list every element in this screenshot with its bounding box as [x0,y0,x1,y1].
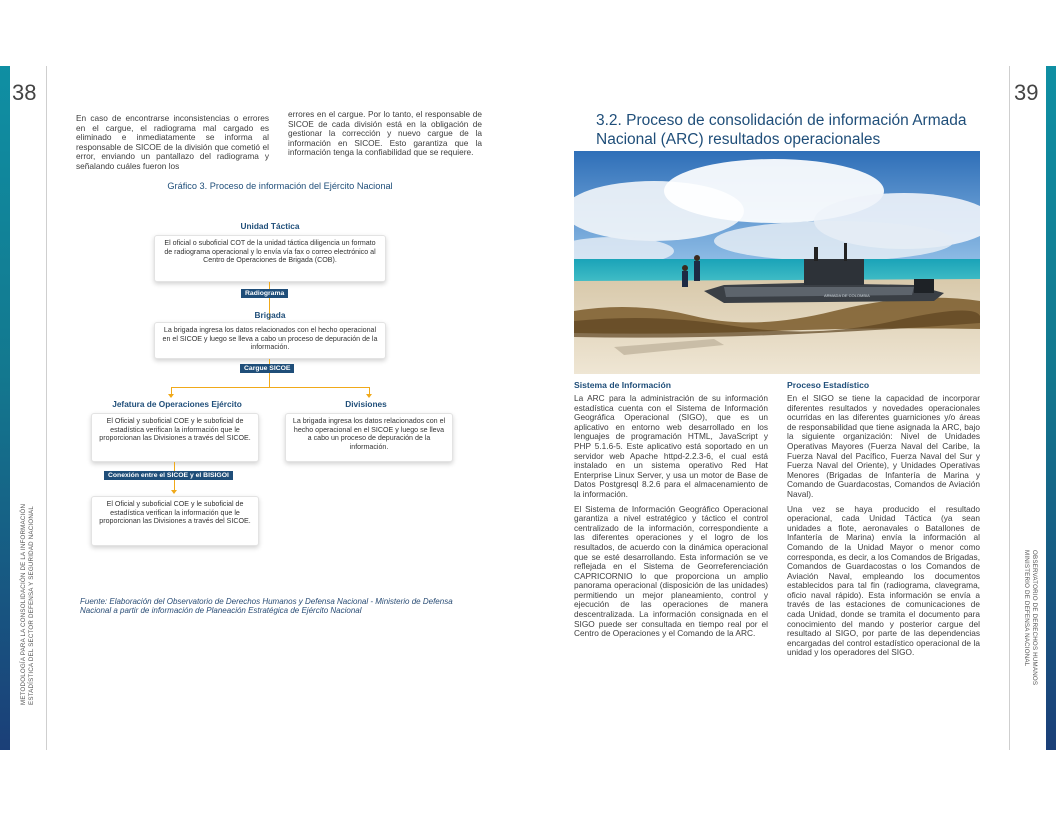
paragraph: La ARC para la administración de su información estadística cuenta con el Sistema de Información Geográfica Operacional (SIGO), que es un aplicativo en entorno web desarrollado en los lenguajes de programación HTML, JavaScript y PHP 5.1.6-5. Este aplicativo está soportado en un servidor web Apache httpd-2.2.3-6, el cual está instalado en un sistema operativo Red Hat Enterprise Linux Server, y usa un motor de Base de Datos Postgresql 8.2.6 para el almacenamiento de la información. [574,393,768,499]
page-number-left: 38 [12,80,37,105]
paragraph: El Sistema de Información Geográfico Operacional garantiza a nivel estratégico y táctico el control centralizado de la información, correspondiente a las diferentes operaciones y el logro de los resultados, de acuerdo con la dinámica operacional que se esté desarrollando. Esta información se ve reflejada en el Sistema de Georreferenciación CAPRICORNIO lo que proporciona un amplio panorama operacional (disposición de las unidades) permitiendo un mejor planeamiento, control y ejecución de las operaciones de manera descentralizada. La información consignada en el SIGO puede ser consultada en tiempo real por el Centro de Operaciones y el Comando de la ARC. [574,503,768,639]
col2-heading: Proceso Estadístico [787,380,870,390]
brigada-box: La brigada ingresa los datos relacionados con el hecho operacional en el SICOE y luego se lleva a cabo un proceso de depuración de la información. [154,322,386,359]
left-col2-text: errores en el cargue. Por lo tanto, el responsable de SICOE de cada división está en la obligación de gestionar la corrección y nuevo cargue de la información en SICOE. Esto garantiza que la información tenga la confiabilidad que se requiere. [288,109,482,158]
right-running-header: OBSERVATORIO DE DERECHOS HUMANOS MINISTERIO DE DEFENSA NACIONAL [1023,550,1038,686]
figure-title: Gráfico 3. Proceso de información del Ejército Nacional [167,181,393,191]
cargue-sicoe-tag: Cargue SICOE [240,364,294,373]
page-number-right: 39 [1014,80,1039,105]
figure-source: Fuente: Elaboración del Observatorio de Derechos Humanos y Defensa Nacional - Ministerio de Defensa Nacional a partir de información de Planeación Estratégica de Ejército Nacional [80,597,453,615]
right-col2-text [787,394,980,663]
brigada-title: Brigada [254,310,286,320]
left-running-header: METODOLOGÍA PARA LA CONSOLIDACIÓN DE LA INFORMACIÓN ESTADÍSTICA DEL SECTOR DEFENSA Y SEGURIDAD NACIONAL [20,503,35,705]
jefatura-title: Jefatura de Operaciones Ejército [112,399,242,409]
section-title: 3.2. Proceso de consolidación de información Armada Nacional (ARC) resultados operacionales [596,112,967,148]
left-edge-bar [0,66,10,750]
right-edge-bar [1046,66,1056,750]
right-margin-rule [1009,66,1010,750]
unidad-tactica-box: El oficial o suboficial COT de la unidad táctica diligencia un formato de radiograma operacional y lo envía vía fax o correo electrónico al Centro de Operaciones de Brigada (COB). [154,235,386,282]
right-col1-text [574,394,768,644]
final-box: El Oficial y suboficial COE y le suboficial de estadística verifican la información que le proporcionan las Divisiones a través del SICOE. [91,496,259,546]
unidad-tactica-title: Unidad Táctica [240,221,300,231]
conexion-tag: Conexión entre el SICOE y el BISIGOI [104,471,233,480]
arrow-down-icon [171,490,177,494]
paragraph: En el SIGO se tiene la capacidad de incorporar diferentes resultados y novedades operacionales ocurridas en las diferentes guarniciones y/o áreas de responsabilidad que tiene asignada la ARC, bajo la siguiente organización: Nivel de Unidades Operativas Mayores (Fuerza Naval del Caribe, la Fuerza Naval del Pacífico, Fuerza Naval del Sur y Fuerza Naval del Oriente), y Unidades Operativas Menores (Brigadas de Infantería de Marina y Comando de Guardacostas, Comandos de Aviación Naval). [787,393,980,499]
radiograma-tag: Radiograma [241,289,288,298]
col1-heading: Sistema de Información [574,380,671,390]
arrow-down-icon [168,394,174,398]
hull-label: ARMADA DE COLOMBIA [824,293,870,298]
jefatura-box: El Oficial y suboficial COE y le suboficial de estadística verifican la información que le proporcionan las Divisiones a través del SICOE. [91,413,259,462]
divisiones-box: La brigada ingresa los datos relacionados con el hecho operacional en el SICOE y luego se lleva a cabo un proceso de depuración de la información. [285,413,453,462]
left-col1-text: En caso de encontrarse inconsistencias o errores en el cargue, el radiograma mal cargado es eliminado e inmediatamente se informa al responsable de SICOE de la división que cometió el error, enviando un pantallazo del radiograma y señalando cuáles fueron los [76,113,269,171]
arrow-down-icon [366,394,372,398]
branch-line [171,387,370,388]
paragraph: Una vez se haya producido el resultado operacional, cada Unidad Táctica (ya sean unidades a flote, aeronavales o Batallones de Infantería de Marina) envía la información al Comando de la Unidad Mayor o menor como corresponda, es decir, a los Comandos de Brigadas, Comandos de Guardacostas o los Comandos de Aviación Naval, empleando los documentos establecidos para tal fin (radiograma, clavegrama, oficio naval rápido). Esta información se envía a través de las estaciones de comunicaciones de cada Unidad, donde se tramita el documento para conocimiento del mando y posterior cargue del resultado al SIGO, por parte de las dependencias encargadas del control estadístico operacional de la unidad y los operadores del SIGO. [787,503,980,658]
divisiones-title: Divisiones [345,399,387,409]
left-margin-rule [46,66,47,750]
boat-photo [574,151,980,374]
boat-photo-illustration [574,151,980,374]
